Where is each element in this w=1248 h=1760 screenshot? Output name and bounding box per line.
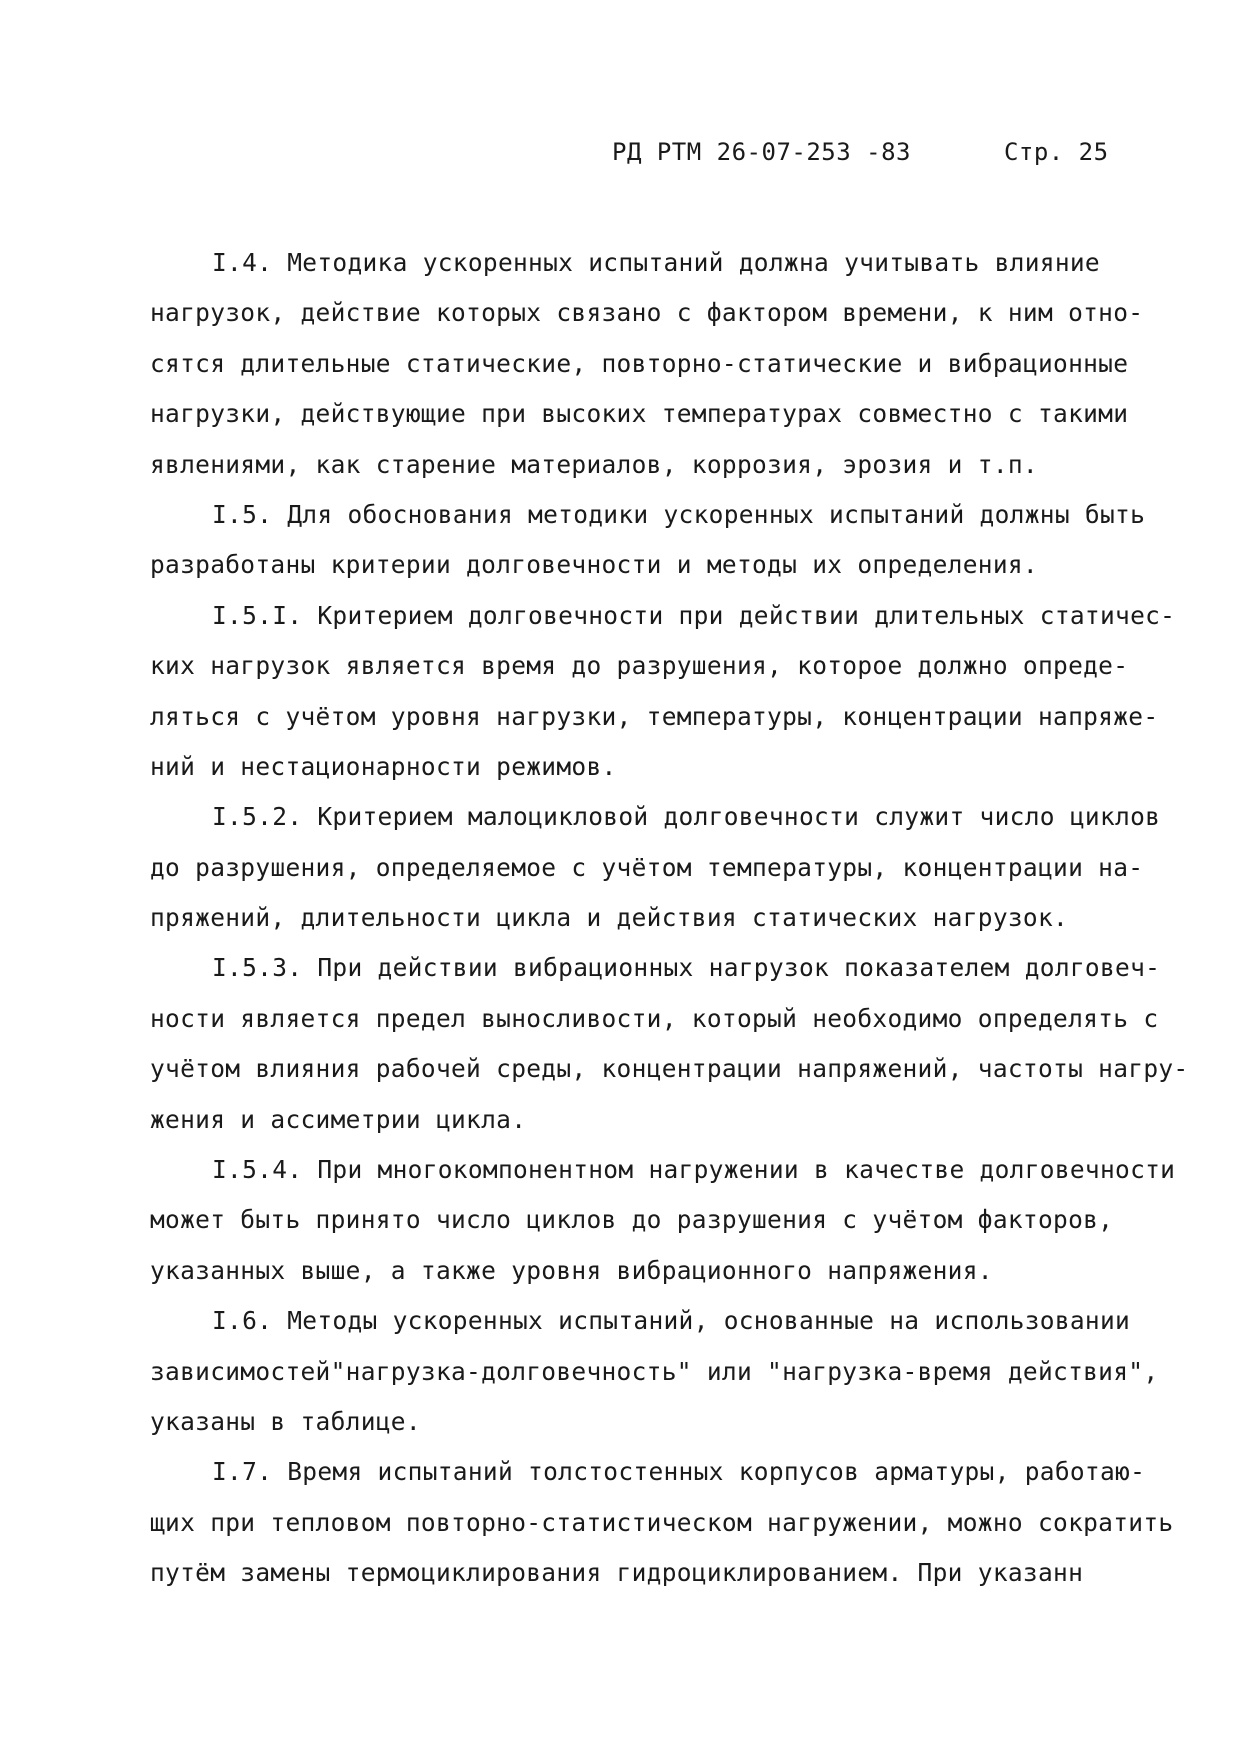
text-line: нагрузки, действующие при высоких температурах совместно с такими <box>150 399 1129 429</box>
document-id: РД РТМ 26-07-253 -83 <box>612 138 911 166</box>
text-line: пряжений, длительности цикла и действия статических нагрузок. <box>150 903 1069 933</box>
text-line: I.5.I. Критерием долговечности при действии длительных статичес- <box>212 600 1176 630</box>
text-line: учётом влияния рабочей среды, концентрации напряжений, частоты нагру- <box>150 1054 1189 1084</box>
text-line: путём замены термоциклирования гидроциклированием. При указанн <box>150 1558 1084 1588</box>
text-line: указаны в таблице. <box>150 1406 421 1436</box>
text-line: I.5.4. При многокомпонентном нагружении в качестве долговечности <box>212 1155 1176 1185</box>
text-line: до разрушения, определяемое с учётом температуры, концентрации на- <box>150 852 1144 882</box>
text-line: разработаны критерии долговечности и методы их определения. <box>150 550 1038 580</box>
text-line: может быть принято число циклов до разрушения с учётом факторов, <box>150 1205 1114 1235</box>
text-line: I.6. Методы ускоренных испытаний, основанные на использовании <box>212 1306 1131 1336</box>
text-line: ких нагрузок является время до разрушения, которое должно опреде- <box>150 651 1129 681</box>
paragraph-1-5 <box>150 490 1210 591</box>
page-number: Стр. 25 <box>1003 138 1109 166</box>
paragraph-1-5-1 <box>150 591 1210 793</box>
text-line: I.5.3. При действии вибрационных нагрузок показателем долговеч- <box>212 953 1161 983</box>
text-line: щих при тепловом повторно-статистическом нагружении, можно сократить <box>150 1507 1174 1537</box>
text-line: жения и ассиметрии цикла. <box>150 1104 527 1134</box>
text-line: нагрузок, действие которых связано с фактором времени, к ним отно- <box>150 298 1144 328</box>
paragraph-1-7 <box>150 1447 1210 1598</box>
text-line: I.5.2. Критерием малоцикловой долговечности служит число циклов <box>212 802 1161 832</box>
text-line: I.7. Время испытаний толстостенных корпусов арматуры, работаю- <box>212 1457 1146 1487</box>
paragraph-1-4 <box>150 238 1210 490</box>
text-line: явлениями, как старение материалов, коррозия, эрозия и т.п. <box>150 449 1038 479</box>
text-line: зависимостей"нагрузка-долговечность" или "нагрузка-время действия", <box>150 1356 1159 1386</box>
paragraph-1-5-3 <box>150 943 1210 1145</box>
text-line: I.5. Для обоснования методики ускоренных испытаний должны быть <box>212 499 1146 529</box>
text-line: ности является предел выносливости, который необходимо определять с <box>150 1003 1159 1033</box>
page-header <box>612 138 1109 166</box>
text-line: сятся длительные статические, повторно-статические и вибрационные <box>150 348 1129 378</box>
paragraph-1-5-2 <box>150 792 1210 943</box>
text-line: указанных выше, а также уровня вибрационного напряжения. <box>150 1255 993 1285</box>
text-line: I.4. Методика ускоренных испытаний должна учитывать влияние <box>212 248 1100 277</box>
paragraph-1-5-4 <box>150 1145 1210 1296</box>
text-line: ний и нестационарности режимов. <box>150 751 617 781</box>
document-body <box>150 238 1210 1599</box>
text-line: ляться с учётом уровня нагрузки, температуры, концентрации напряже- <box>150 701 1159 731</box>
paragraph-1-6 <box>150 1296 1210 1447</box>
